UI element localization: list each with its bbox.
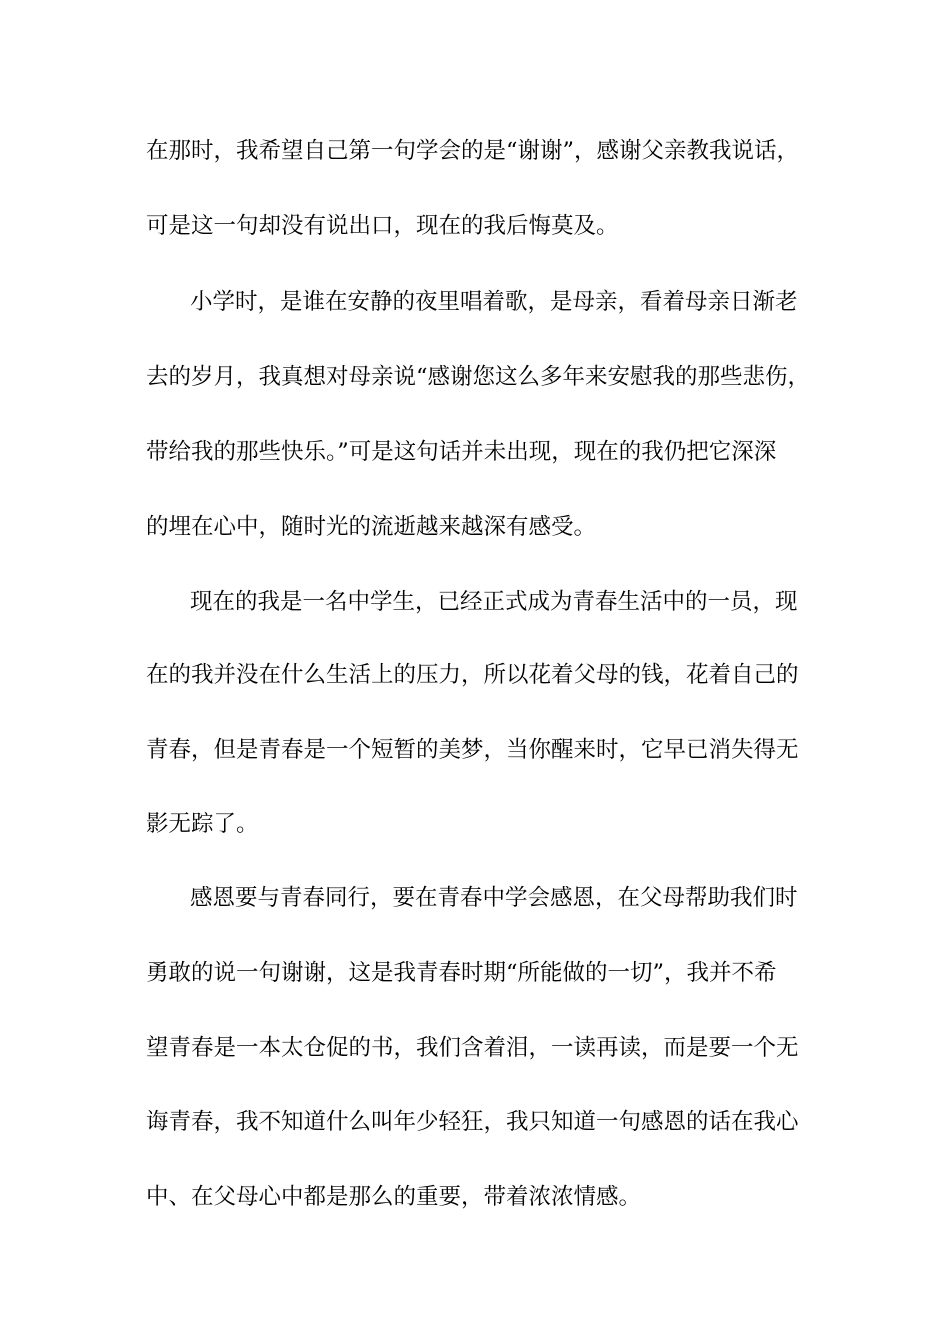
text-line: 影无踪了。	[146, 811, 259, 837]
text-line: 青春，但是青春是一个短暂的美梦，当你醒来时，它早已消失得无	[146, 737, 799, 763]
text-line: 诲青春，我不知道什么叫年少轻狂，我只知道一句感恩的话在我心	[146, 1109, 799, 1135]
text-line: 可是这一句却没有说出口，现在的我后悔莫及。	[146, 213, 619, 239]
text-line: 带给我的那些快乐。”可是这句话并未出现，现在的我仍把它深深	[146, 439, 777, 465]
paragraph-start-line: 感恩要与青春同行，要在青春中学会感恩，在父母帮助我们时	[190, 885, 798, 911]
text-line: 望青春是一本太仓促的书，我们含着泪，一读再读，而是要一个无	[146, 1035, 799, 1061]
text-line: 在那时，我希望自己第一句学会的是“谢谢”，感谢父亲教我说话，	[146, 138, 800, 164]
text-line: 中、在父母心中都是那么的重要，带着浓浓情感。	[146, 1184, 642, 1210]
paragraph-start-line: 现在的我是一名中学生，已经正式成为青春生活中的一员，现	[190, 589, 798, 615]
text-line: 去的岁月，我真想对母亲说“感谢您这么多年来安慰我的那些悲伤，	[146, 364, 811, 390]
text-line: 的埋在心中，随时光的流逝越来越深有感受。	[146, 514, 597, 540]
text-line: 在的我并没在什么生活上的压力，所以花着父母的钱，花着自己的	[146, 662, 799, 688]
text-line: 勇敢的说一句谢谢，这是我青春时期“所能做的一切”，我并不希	[146, 960, 777, 986]
paragraph-start-line: 小学时，是谁在安静的夜里唱着歌，是母亲，看着母亲日渐老	[190, 289, 798, 315]
